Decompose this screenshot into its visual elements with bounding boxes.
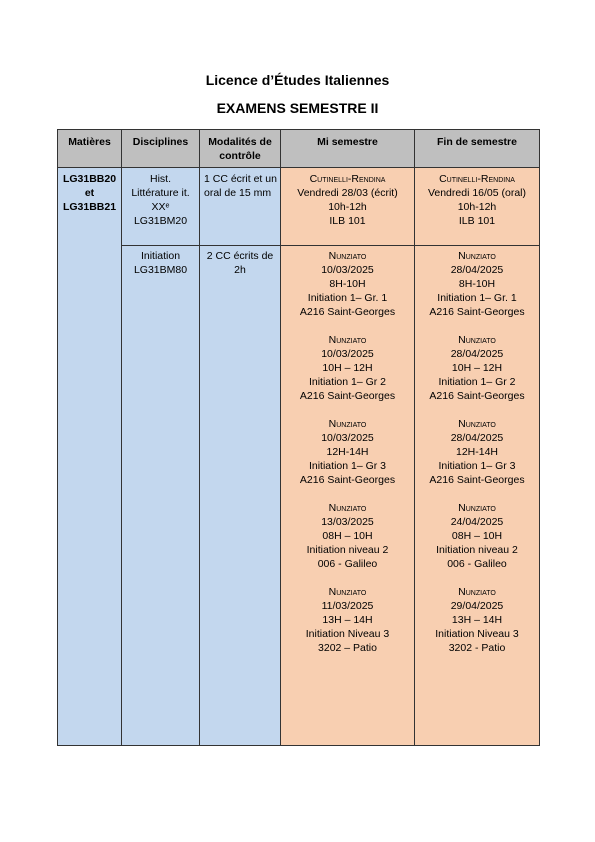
exam-prof: Nunziato <box>328 586 367 598</box>
exam-date: 10/03/2025 <box>321 264 374 276</box>
exam-prof: Nunziato <box>458 502 496 514</box>
row1-discipline-code: LG31BM20 <box>133 215 188 227</box>
fin-exam-slot <box>415 417 539 487</box>
exam-prof: Nunziato <box>328 502 367 514</box>
matiere-cell <box>57 167 122 746</box>
exam-time: 08H – 10H <box>451 530 503 542</box>
exam-prof: Nunziato <box>458 334 496 346</box>
row1-discipline-line2: Littérature it. <box>131 187 190 199</box>
exam-date: 29/04/2025 <box>450 600 504 612</box>
matiere-et: et <box>84 187 95 199</box>
exam-room: 3202 – Patio <box>318 642 377 654</box>
header-mi-semestre: Mi semestre <box>280 129 415 168</box>
header-fin-semestre: Fin de semestre <box>414 129 540 168</box>
fin-exam-slot <box>415 585 539 655</box>
row1-mi-semestre <box>280 167 415 246</box>
row1-fin-room: ILB 101 <box>458 215 496 227</box>
header-modalites-line1: Modalités de <box>208 136 272 148</box>
exam-time: 8H-10H <box>329 278 366 290</box>
exam-time: 10H – 12H <box>322 362 373 374</box>
row2-discipline-code: LG31BM80 <box>133 264 188 276</box>
exam-room: 006 - Galileo <box>317 558 378 570</box>
exam-group: Initiation 1– Gr 2 <box>438 376 516 388</box>
exam-prof: Nunziato <box>328 250 367 262</box>
exam-time: 13H – 14H <box>322 614 373 626</box>
row2-modalite <box>199 245 281 746</box>
document-title: Licence d’Études Italiennes <box>205 72 390 88</box>
exam-room: A216 Saint-Georges <box>429 390 525 402</box>
row1-discipline-line1: Hist. <box>150 173 171 185</box>
row2-discipline <box>121 245 200 746</box>
exam-time: 08H – 10H <box>322 530 373 542</box>
header-modalites-line2: contrôle <box>219 150 261 162</box>
row1-discipline-line3: XXᵉ <box>151 201 170 213</box>
exam-date: 11/03/2025 <box>321 600 374 612</box>
row2-fin-semestre <box>414 245 540 746</box>
exam-date: 13/03/2025 <box>321 516 374 528</box>
row2-modalite-line1: 2 CC écrits de <box>206 250 274 262</box>
exam-prof: Nunziato <box>458 418 496 430</box>
exam-date: 28/04/2025 <box>450 432 504 444</box>
exam-time: 12H-14H <box>455 446 499 458</box>
exam-group: Initiation 1– Gr 3 <box>438 460 516 472</box>
exam-group: Initiation 1– Gr 3 <box>308 460 387 472</box>
exam-group: Initiation Niveau 3 <box>305 628 390 640</box>
exam-group: Initiation niveau 2 <box>436 544 518 556</box>
mi-exam-slot <box>281 417 414 487</box>
exam-group: Initiation 1– Gr. 1 <box>307 292 388 304</box>
exam-date: 10/03/2025 <box>321 432 374 444</box>
matiere-code-1: LG31BB20 <box>62 173 117 185</box>
mi-exam-slot <box>281 333 414 403</box>
mi-exam-slot <box>281 249 414 319</box>
row1-fin-time: 10h-12h <box>457 201 497 213</box>
exam-time: 12H-14H <box>326 446 369 458</box>
row2-discipline-line1: Initiation <box>140 250 181 262</box>
exam-date: 28/04/2025 <box>450 264 504 276</box>
exam-prof: Nunziato <box>328 334 367 346</box>
row1-modalite: 1 CC écrit et un oral de 15 mm <box>199 167 281 246</box>
exam-time: 8H-10H <box>458 278 496 290</box>
exam-date: 10/03/2025 <box>321 348 374 360</box>
row2-mi-semestre <box>280 245 415 746</box>
row1-mi-date: Vendredi 28/03 (écrit) <box>297 187 398 199</box>
exam-group: Initiation 1– Gr 2 <box>308 376 387 388</box>
exam-group: Initiation 1– Gr. 1 <box>437 292 517 304</box>
row1-fin-semestre <box>414 167 540 246</box>
exam-room: A216 Saint-Georges <box>299 390 396 402</box>
exam-prof: Nunziato <box>328 418 367 430</box>
exam-group: Initiation Niveau 3 <box>435 628 519 640</box>
row1-fin-prof: Cutinelli-Rendina <box>439 173 515 185</box>
header-modalites <box>199 129 281 168</box>
exam-room: A216 Saint-Georges <box>429 474 525 486</box>
exam-room: A216 Saint-Georges <box>429 306 525 318</box>
header-matieres: Matières <box>57 129 122 168</box>
exam-time: 10H – 12H <box>451 362 503 374</box>
row1-fin-date: Vendredi 16/05 (oral) <box>427 187 527 199</box>
mi-exam-slot <box>281 501 414 571</box>
exam-prof: Nunziato <box>458 250 496 262</box>
matiere-code-2: LG31BB21 <box>62 201 117 213</box>
exam-room: 006 - Galileo <box>447 558 507 570</box>
row1-mi-room: ILB 101 <box>329 215 366 227</box>
exam-date: 24/04/2025 <box>450 516 504 528</box>
exam-prof: Nunziato <box>458 586 496 598</box>
fin-exam-slot <box>415 333 539 403</box>
exam-room: A216 Saint-Georges <box>299 306 396 318</box>
exam-room: 3202 - Patio <box>448 642 506 654</box>
row1-mi-prof: Cutinelli-Rendina <box>309 173 386 185</box>
exam-room: A216 Saint-Georges <box>299 474 396 486</box>
fin-exam-slot <box>415 249 539 319</box>
row1-mi-time: 10h-12h <box>328 201 367 213</box>
document-subtitle: EXAMENS SEMESTRE II <box>216 100 379 116</box>
exam-date: 28/04/2025 <box>450 348 504 360</box>
exam-group: Initiation niveau 2 <box>306 544 389 556</box>
row1-discipline <box>121 167 200 246</box>
row2-modalite-line2: 2h <box>234 264 246 276</box>
header-disciplines: Disciplines <box>121 129 200 168</box>
exam-time: 13H – 14H <box>451 614 503 626</box>
fin-exam-slot <box>415 501 539 571</box>
mi-exam-slot <box>281 585 414 655</box>
